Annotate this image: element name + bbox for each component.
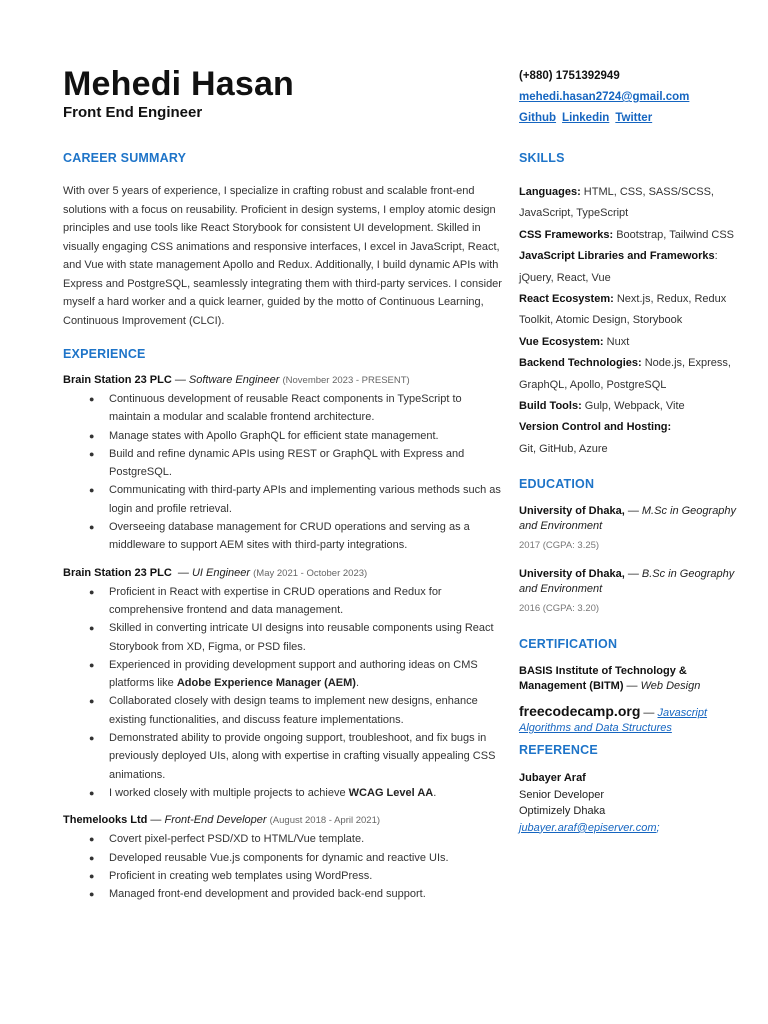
job-header (63, 372, 503, 389)
bullet-text: Overseeing database management for CRUD operations and serving as a middleware to support AEM sites with third-party integrations. (109, 521, 470, 552)
job-header (63, 812, 503, 829)
skill-label: Vue Ecosystem: (519, 335, 604, 348)
job-title: UI Engineer (191, 566, 251, 579)
bullet-icon: ● (89, 852, 95, 863)
list-item (89, 885, 503, 903)
bullet-icon: ● (89, 889, 95, 900)
skill-item (519, 225, 739, 246)
bullet-text: Managed front-end development and provided back-end support. (109, 888, 426, 901)
bullet-text: Collaborated closely with design teams to implement new designs, enhance existing functionalities, and discuss feature implementations. (109, 695, 478, 726)
bullet-text: Skilled in converting intricate UI designs into reusable components using React Storybook from XD, Figma, or PSD files. (109, 622, 494, 653)
education-separator: — (624, 568, 642, 581)
list-item (89, 656, 503, 693)
list-item (89, 830, 503, 848)
job-title: Software Engineer (188, 374, 280, 386)
bullet-text: Build and refine dynamic APIs using REST or GraphQL with Express and PostgreSQL. (109, 447, 465, 479)
job-entry (63, 812, 503, 903)
reference-block (519, 770, 739, 836)
skill-item (519, 417, 739, 460)
degree-name: M.Sc in Geography and Environment (519, 505, 737, 533)
certification-course: Web Design (640, 680, 701, 693)
bullet-icon: ● (89, 430, 95, 441)
bullet-text: Manage states with Apollo GraphQL for efficient state management. (109, 429, 439, 442)
job-dates: (November 2023 - PRESENT) (282, 375, 410, 386)
skill-item (519, 353, 739, 396)
skill-label: Languages: (519, 186, 581, 198)
right-column (519, 148, 739, 836)
twitter-link[interactable]: Twitter (615, 112, 653, 124)
bullet-icon: ● (89, 834, 95, 845)
bullet-icon: ● (89, 448, 95, 459)
bullet-icon: ● (89, 696, 95, 707)
bullet-icon: ● (89, 586, 95, 597)
contact-block (519, 66, 749, 129)
bullet-text: I worked closely with multiple projects to achieve (109, 786, 349, 799)
github-link[interactable]: Github (519, 112, 557, 124)
job-separator: — (171, 566, 192, 579)
list-item (89, 729, 503, 784)
candidate-name: Mehedi Hasan (63, 65, 295, 103)
bullet-text: Covert pixel-perfect PSD/XD to HTML/Vue template. (109, 833, 365, 846)
list-item (89, 583, 503, 620)
bullet-icon: ● (89, 659, 95, 670)
skill-value: Gulp, Webpack, Vite (581, 400, 685, 413)
skills-heading: SKILLS (519, 151, 565, 165)
reference-heading: REFERENCE (519, 743, 598, 758)
reference-position: Senior Developer (519, 788, 604, 801)
bullet-icon: ● (89, 485, 95, 496)
education-item (519, 567, 739, 616)
certification-item (519, 704, 739, 736)
bullet-text: Proficient in creating web templates using WordPress. (109, 869, 373, 882)
bullet-tail: . (355, 677, 360, 690)
reference-email-link[interactable]: jubayer.araf@episerver.com (519, 821, 657, 834)
skill-label: Backend Technologies: (519, 357, 642, 370)
job-company: Themelooks Ltd (63, 814, 148, 827)
list-item (89, 692, 503, 729)
left-column (63, 148, 503, 903)
email-link[interactable]: mehedi.hasan2724@gmail.com (519, 91, 690, 103)
reference-company: Optimizely Dhaka (519, 805, 606, 818)
list-item (89, 518, 503, 555)
skill-value: : jQuery, React, Vue (519, 250, 718, 284)
education-meta: 2017 (CGPA: 3.25) (519, 540, 600, 552)
skill-label: React Ecosystem: (519, 293, 614, 306)
bullet-text: Communicating with third-party APIs and implementing various methods such as login and profile retrieval. (109, 484, 501, 515)
skill-label: Build Tools: (519, 400, 582, 413)
career-summary-text: With over 5 years of experience, I specialize in crafting robust and scalable front-end solutions with a focus on reusability. Proficient in design systems, I employ atomic design principles and use tools like React Storybook for consistent UI development. Skilled in visually engaging CSS animations and responsive interfaces, I excel in JavaScript, React, and Vue with state management Apollo and Redux. Additionally, I build dynamic APIs with Express and PostgreSQL, seamlessly integrating them with third-party services. I consider myself a hard worker and a quick learner, guided by the motto of Continuous Learning, Continuous Improvement (CLCI). (63, 185, 502, 327)
skill-item (519, 182, 739, 225)
job-company: Brain Station 23 PLC (63, 566, 172, 579)
job-bullets (63, 583, 503, 803)
bullet-text: Continuous development of reusable React components in TypeScript to maintain a modular and scalable frontend architecture. (109, 393, 462, 424)
skill-label: JavaScript Libraries and Frameworks (519, 250, 715, 263)
list-item (89, 849, 503, 867)
experience-heading: EXPERIENCE (63, 347, 146, 361)
certification-org: freecodecamp.org (519, 703, 641, 720)
career-summary-heading: CAREER SUMMARY (63, 151, 187, 165)
skill-value: Bootstrap, Tailwind CSS (613, 228, 735, 241)
job-header (63, 565, 503, 582)
job-dates: (May 2021 - October 2023) (253, 567, 368, 579)
bullet-icon: ● (89, 522, 95, 533)
skill-label: Version Control and Hosting: (519, 421, 672, 434)
skills-list (519, 182, 739, 460)
skill-value: Next.js, Redux, Redux Toolkit, Atomic Design, Storybook (519, 293, 727, 327)
skill-value: HTML, CSS, SASS/SCSS, JavaScript, TypeScript (519, 186, 714, 220)
list-item (89, 867, 503, 885)
candidate-role: Front End Engineer (63, 104, 203, 121)
bullet-emphasis: Adobe Experience Manager (AEM) (176, 677, 356, 690)
skill-label: CSS Frameworks: (519, 228, 614, 241)
bullet-text: Demonstrated ability to provide ongoing support, troubleshoot, and fix bugs in previously deployed UIs, along with expertise in crafting visually appealing CSS animations. (109, 732, 496, 781)
bullet-icon: ● (89, 733, 95, 744)
certification-item (519, 664, 739, 694)
degree-name: B.Sc in Geography and Environment (519, 568, 735, 596)
job-bullets (63, 390, 503, 555)
skill-value: Nuxt (603, 335, 630, 348)
bullet-emphasis: WCAG Level AA (348, 786, 434, 799)
bullet-tail: . (433, 786, 437, 799)
education-item (519, 504, 739, 553)
skill-item (519, 332, 739, 353)
bullet-icon: ● (89, 623, 95, 634)
list-item (89, 481, 503, 518)
job-dates: (August 2018 - April 2021) (269, 815, 381, 827)
certification-course-link[interactable]: Javascript Algorithms and Data Structures (519, 707, 708, 735)
phone-number: (+880) 1751392949 (519, 70, 620, 82)
certification-separator: — (623, 680, 641, 693)
list-item (89, 619, 503, 656)
skill-item (519, 246, 739, 289)
job-separator: — (147, 814, 165, 827)
bullet-icon: ● (89, 787, 95, 798)
certification-org: BASIS Institute of Technology & Management (BITM) (519, 665, 687, 693)
education-meta: 2016 (CGPA: 3.20) (519, 603, 600, 615)
bullet-icon: ● (89, 394, 95, 404)
bullet-text: Proficient in React with expertise in CRUD operations and Redux for comprehensive frontend and data management. (109, 585, 442, 616)
skill-item (519, 396, 739, 417)
bullet-text: Developed reusable Vue.js components for dynamic and reactive UIs. (109, 851, 449, 864)
bullet-icon: ● (89, 870, 95, 881)
bullet-text: Experienced in providing development support and authoring ideas on CMS platforms like (109, 658, 478, 690)
list-item (89, 427, 503, 445)
job-entry (63, 372, 503, 555)
certification-heading: CERTIFICATION (519, 637, 618, 652)
list-item (89, 784, 503, 802)
job-title: Front-End Developer (164, 814, 267, 827)
education-heading: EDUCATION (519, 477, 595, 492)
social-links (519, 108, 749, 129)
linkedin-link[interactable]: Linkedin (562, 112, 610, 124)
education-separator: — (624, 505, 642, 518)
job-company: Brain Station 23 PLC (63, 374, 172, 386)
skill-value: Node.js, Express, GraphQL, Apollo, PostgreSQL (519, 357, 731, 391)
reference-email-tail: ; (656, 821, 660, 834)
skill-item (519, 289, 739, 332)
list-item (89, 390, 503, 427)
job-separator: — (171, 374, 189, 386)
job-entry (63, 565, 503, 803)
university-name: University of Dhaka, (519, 505, 625, 518)
university-name: University of Dhaka, (519, 568, 625, 581)
list-item (89, 445, 503, 482)
certification-separator: — (640, 707, 658, 720)
job-bullets (63, 830, 503, 903)
skill-value: Git, GitHub, Azure (519, 442, 608, 455)
reference-name: Jubayer Araf (519, 772, 586, 785)
